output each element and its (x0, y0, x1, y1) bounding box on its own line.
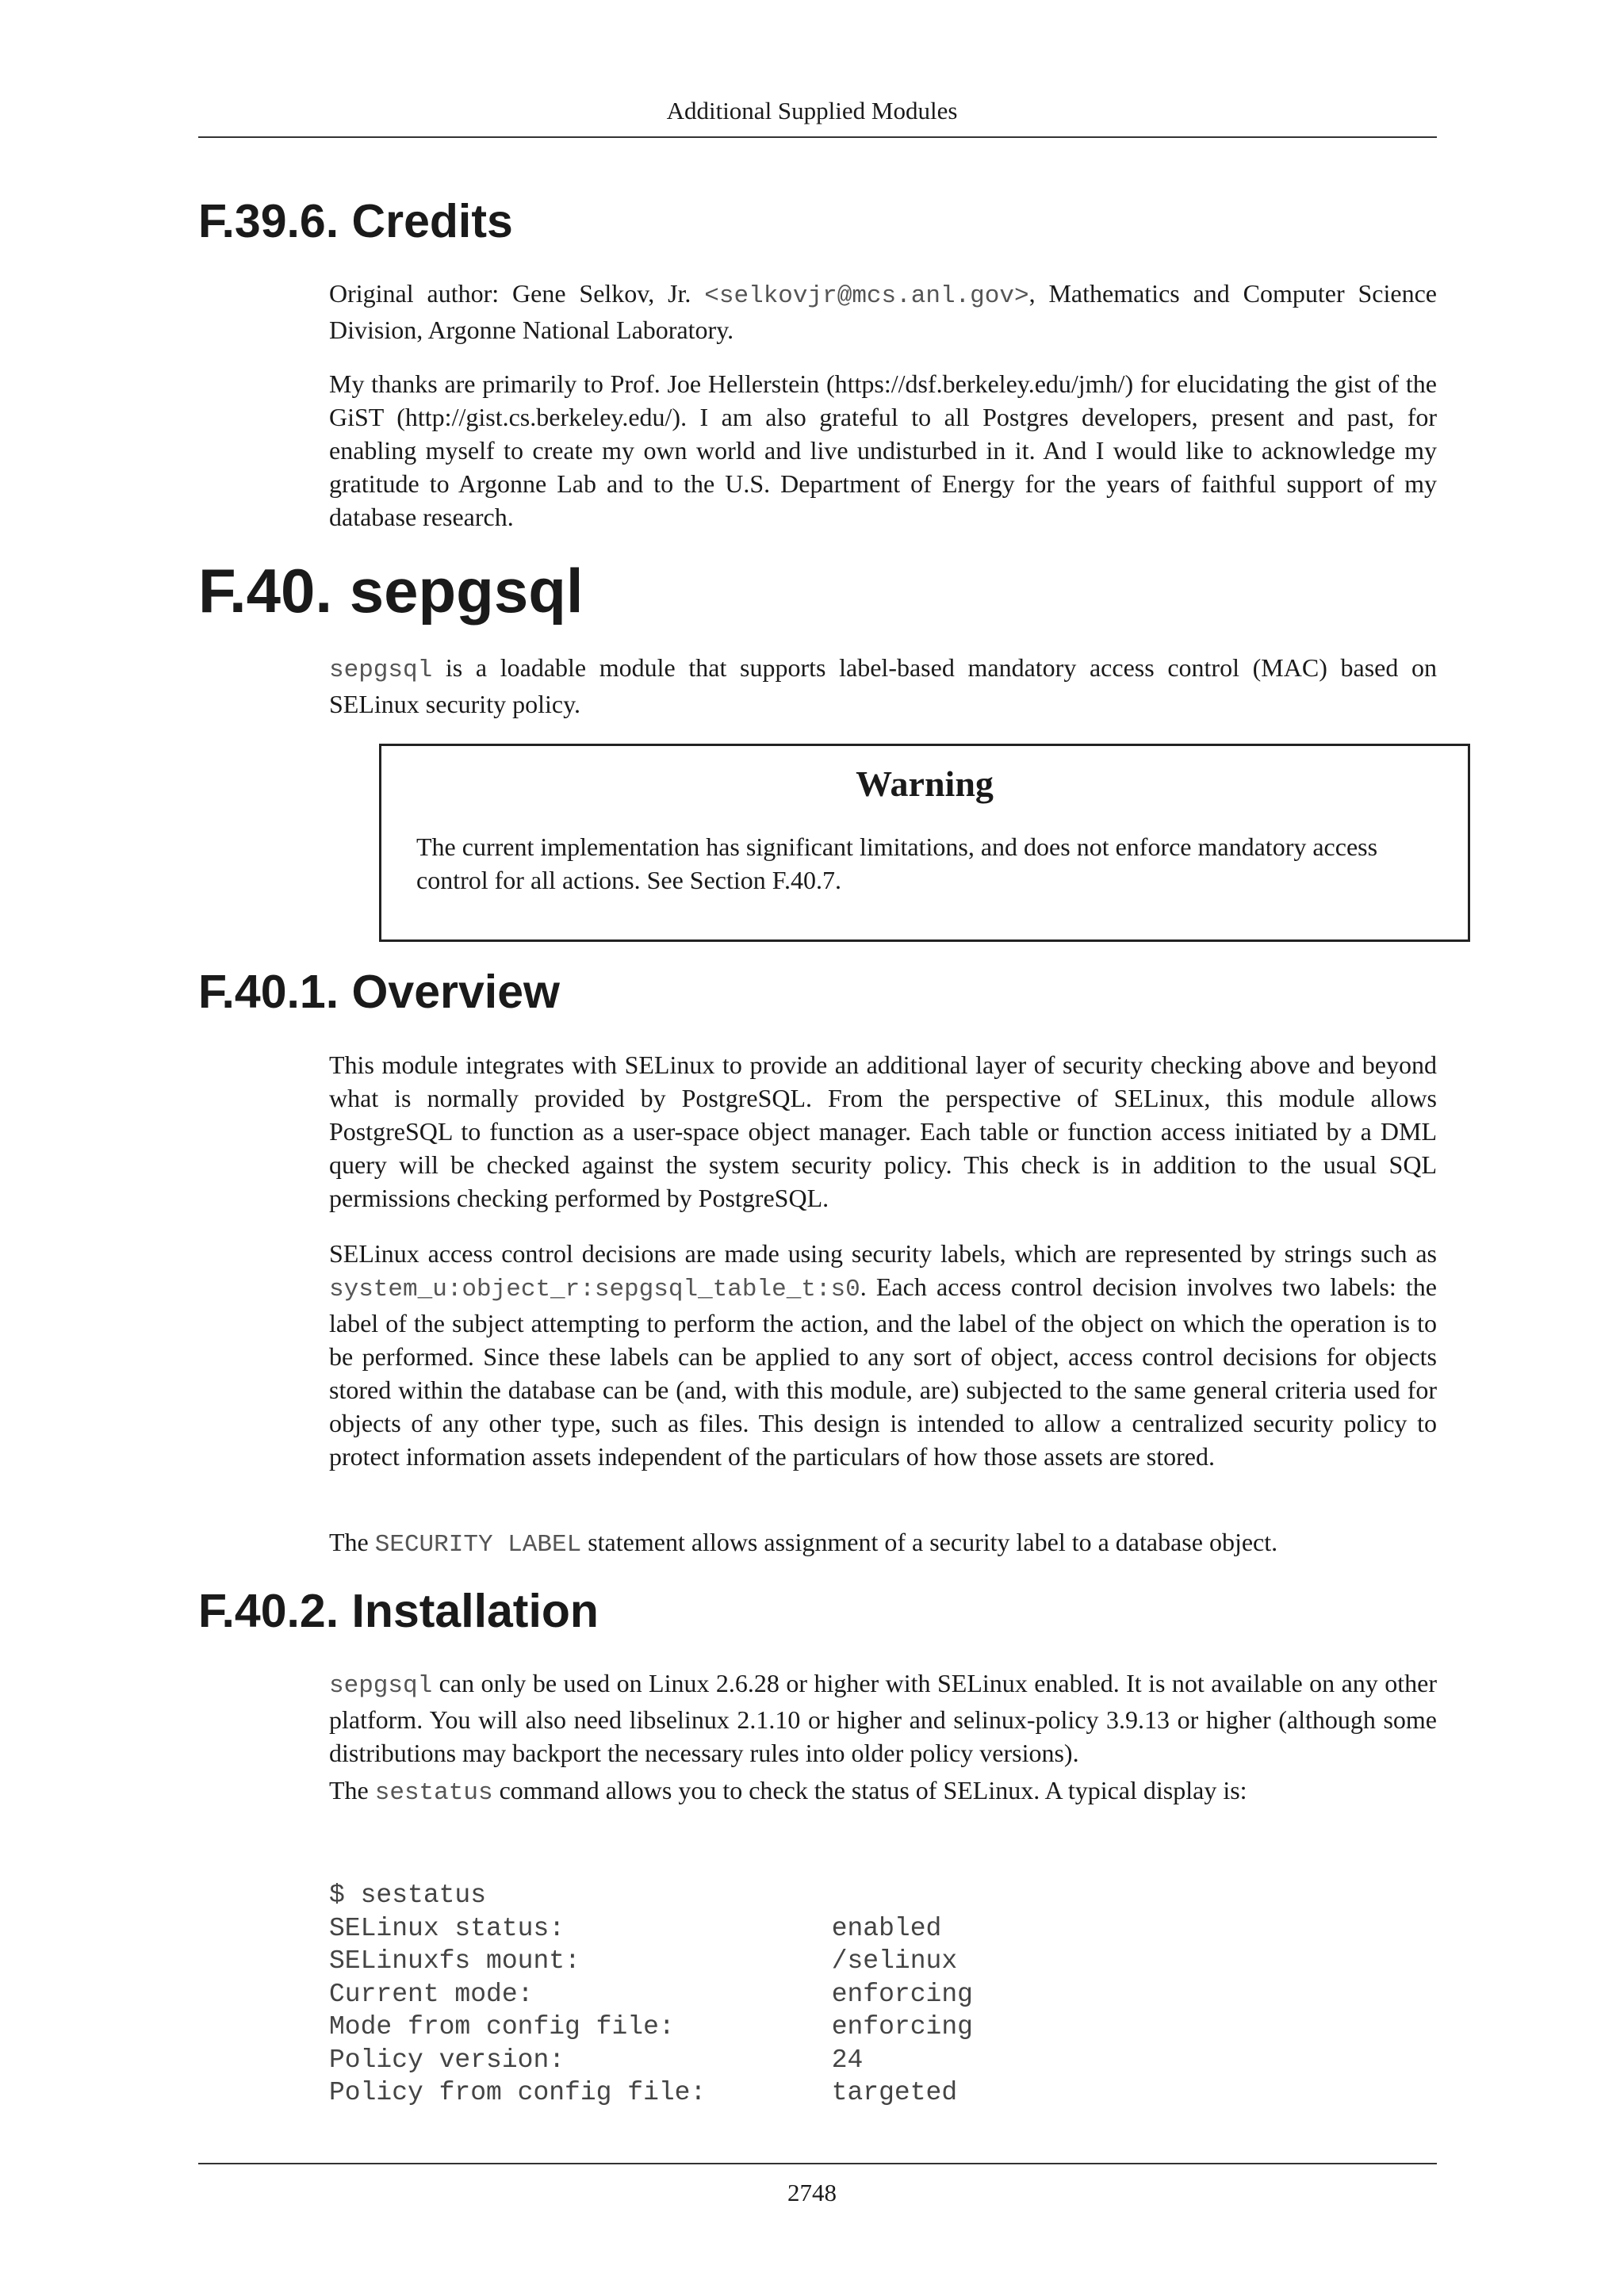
sepgsql-code: sepgsql (329, 656, 433, 684)
warning-box (379, 744, 1470, 942)
overview-paragraph-1: This module integrates with SELinux to provide an additional layer of security checking above and beyond what is normally provided by PostgreSQL. From the perspective of SELinux, this module allows PostgreSQL to function as a user-space object manager. Each table or function access initiated by a DML query will be checked against the system security policy. This check is in addition to the usual SQL permissions checking performed by PostgreSQL. (329, 1050, 1437, 1212)
author-text: Original author: Gene Selkov, Jr. (329, 279, 705, 308)
running-header: Additional Supplied Modules (666, 97, 958, 124)
sepgsql-intro (329, 651, 1437, 721)
labels-text-pre: SELinux access control decisions are made using security labels, which are represented by strings such as (329, 1239, 1437, 1268)
sepgsql-code-2: sepgsql (329, 1672, 433, 1700)
intro-text: is a loadable module that supports label-based mandatory access control (MAC) based on SELinux security policy. (329, 653, 1437, 718)
section-heading-installation: F.40.2. Installation (198, 1585, 599, 1637)
credits-paragraph-thanks: My thanks are primarily to Prof. Joe Hellerstein (https://dsf.berkeley.edu/jmh/) for elucidating the gist of the GiST (http://gist.cs.berkeley.edu/). I am also grateful to all Postgres developers, present and past, for enabling myself to create my own world and live undisturbed in it. And I would like to acknowledge my gratitude to Argonne Lab and to the U.S. Department of Energy for the years of faithful support of my database research. (329, 369, 1437, 531)
footer-rule (198, 2163, 1437, 2164)
overview-paragraph-3 (329, 1525, 1437, 1562)
affiliation-text: , Mathematics and Computer Science Division, Argonne National Laboratory. (329, 279, 1438, 344)
sestatus-pre: The (329, 1776, 375, 1804)
requirements-text: can only be used on Linux 2.6.28 or higher with SELinux enabled. It is not available on any other platform. You will also need libselinux 2.1.10 or higher and selinux-policy 3.9.13 or higher (although some distributions may backport the necessary rules into older policy versions). (329, 1669, 1437, 1767)
security-label-code: SECURITY LABEL (374, 1531, 582, 1559)
credits-paragraph-author (329, 277, 1437, 346)
section-heading-overview: F.40.1. Overview (198, 966, 560, 1018)
chapter-heading-sepgsql: F.40. sepgsql (198, 556, 584, 626)
installation-paragraph-1 (329, 1667, 1437, 1770)
author-email: <selkovjr@mcs.anl.gov> (704, 282, 1029, 310)
warning-text: The current implementation has significant limitations, and does not enforce mandatory access control for all actions. See Section F.40.7. (416, 832, 1378, 894)
sestatus-code: sestatus (374, 1779, 493, 1807)
security-label-pre: The (329, 1528, 375, 1556)
header-rule (198, 136, 1437, 138)
sestatus-post: command allows you to check the status of SELinux. A typical display is: (492, 1776, 1247, 1804)
page-number: 2748 (787, 2179, 837, 2206)
warning-title: Warning (856, 763, 994, 804)
installation-paragraph-2 (329, 1774, 1437, 1810)
labels-text-post: . Each access control decision involves two labels: the label of the subject attempting to perform the action, and the label of the object on which the operation is to be performed. Since these labels can be applied to any sort of object, access control decisions for objects stored within the database can be (and, with this module, are) subjected to the same general criteria used for objects of any other type, such as files. This design is intended to allow a centralized security policy to protect information assets independent of the particulars of how those assets are stored. (329, 1272, 1437, 1471)
label-example-code: system_u:object_r:sepgsql_table_t:s0 (329, 1276, 860, 1303)
security-label-post: statement allows assignment of a security label to a database object. (581, 1528, 1278, 1556)
sestatus-code-block: $ sestatus SELinux status: enabled SELinuxfs mount: /selinux Current mode: enforcing Mode from config file: enforcing Policy version: 24 Policy from config file: targeted (329, 1881, 973, 2107)
section-heading-credits: F.39.6. Credits (198, 195, 513, 247)
overview-paragraph-2 (329, 1237, 1437, 1473)
